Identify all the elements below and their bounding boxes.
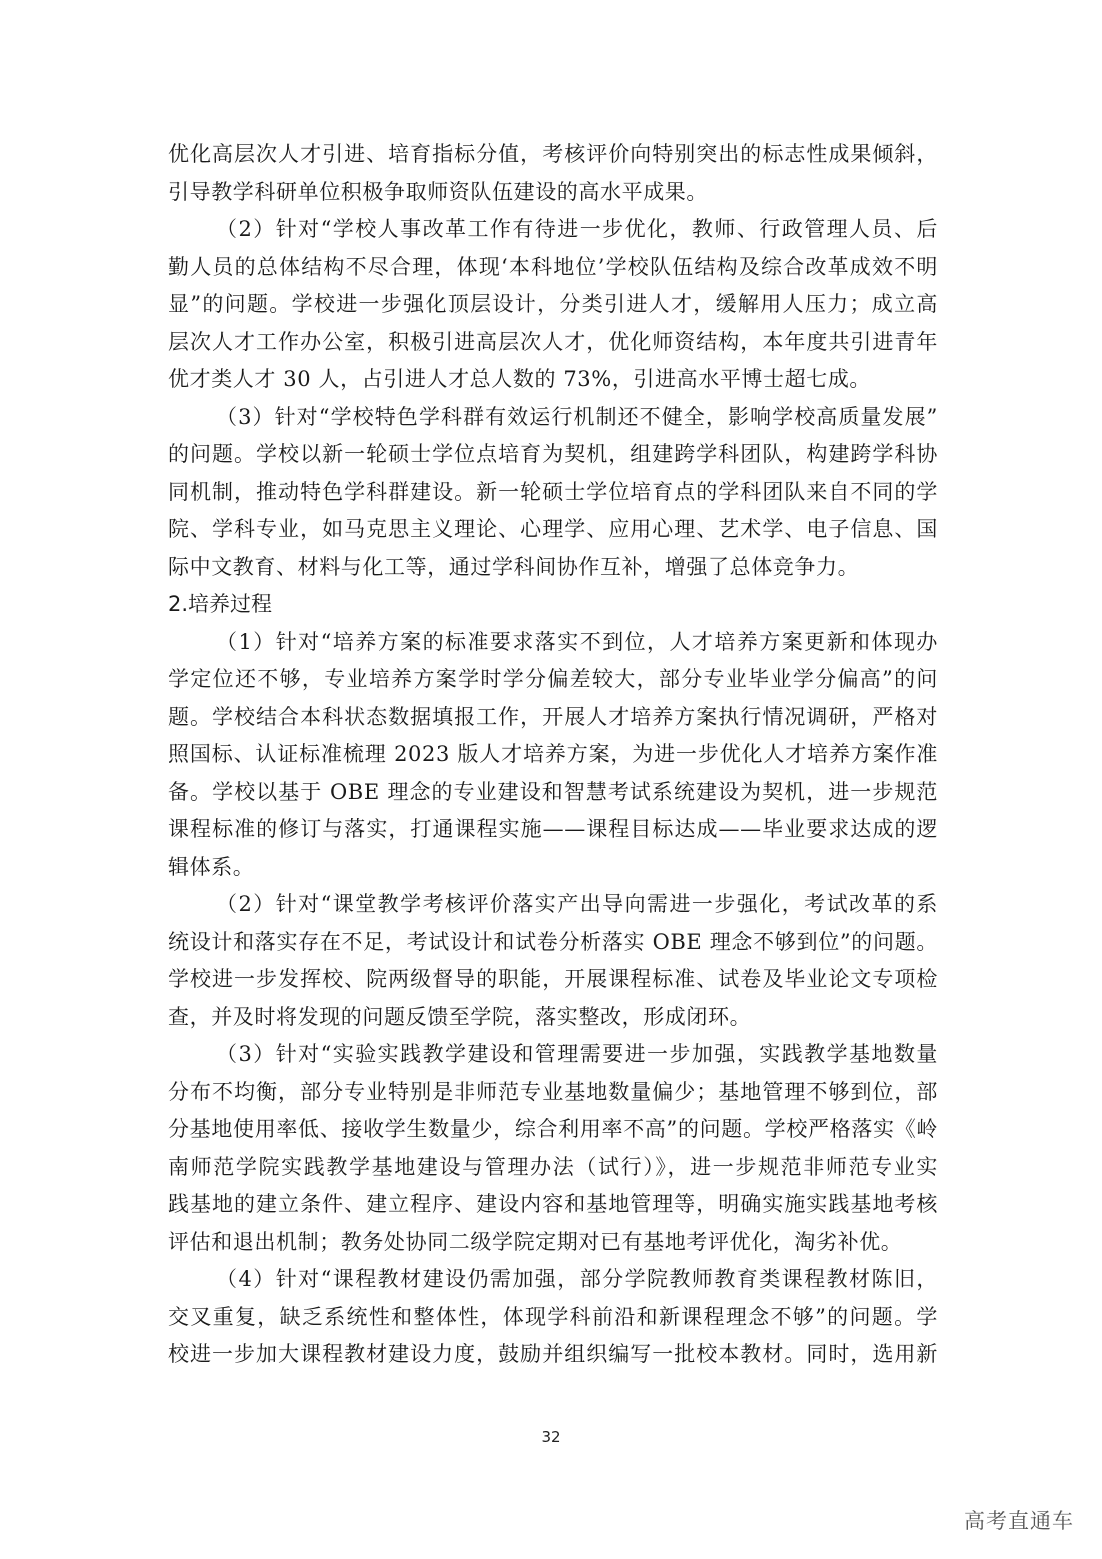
text-line: 践基地的建立条件、建立程序、建设内容和基地管理等，明确实施实践基地考核 [168,1192,938,1216]
text-line: 的问题。学校以新一轮硕士学位点培育为契机，组建跨学科团队，构建跨学科协 [168,442,938,466]
watermark-text: 高考直通车 [964,1509,1074,1533]
text-line: 显”的问题。学校进一步强化顶层设计，分类引进人才，缓解用人压力；成立高 [168,292,938,316]
text-line: （3）针对“学校特色学科群有效运行机制还不健全，影响学校高质量发展” [216,404,938,429]
text-line: （3）针对“实验实践教学建设和管理需要进一步加强，实践教学基地数量 [216,1042,938,1066]
text-line: 分布不均衡，部分专业特别是非师范专业基地数量偏少；基地管理不够到位，部 [168,1079,938,1104]
text-line: 同机制，推动特色学科群建设。新一轮硕士学位培育点的学科团队来自不同的学 [168,479,938,504]
document-body [168,136,938,1374]
text-line: （1）针对“培养方案的标准要求落实不到位，人才培养方案更新和体现办 [216,629,938,654]
text-line: 南师范学院实践教学基地建设与管理办法（试行）》，进一步规范非师范专业实 [168,1154,938,1179]
text-line: 勤人员的总体结构不尽合理，体现‘本科地位’学校队伍结构及综合改革成效不明 [168,254,938,279]
text-line: 课程标准的修订与落实，打通课程实施——课程目标达成——毕业要求达成的逻 [168,817,938,841]
section-heading: 2.培养过程 [168,592,273,616]
text-line: 际中文教育、材料与化工等，通过学科间协作互补，增强了总体竞争力。 [168,554,860,579]
text-line: 分基地使用率低、接收学生数量少，综合利用率不高”的问题。学校严格落实《岭 [168,1117,938,1141]
text-line: 学定位还不够，专业培养方案学时学分偏差较大，部分专业毕业学分偏高”的问 [168,667,938,691]
text-line: 题。学校结合本科状态数据填报工作，开展人才培养方案执行情况调研，严格对 [168,704,938,729]
text-line: （2）针对“学校人事改革工作有待进一步优化，教师、行政管理人员、后 [216,217,938,241]
text-line: 统设计和落实存在不足，考试设计和试卷分析落实 OBE 理念不够到位”的问题。 [168,929,938,954]
text-line: 学校进一步发挥校、院两级督导的职能，开展课程标准、试卷及毕业论文专项检 [168,967,938,991]
text-line: 优化高层次人才引进、培育指标分值，考核评价向特别突出的标志性成果倾斜， [168,142,938,166]
text-line: 评估和退出机制；教务处协同二级学院定期对已有基地考评优化，淘劣补优。 [168,1229,903,1254]
text-line: 照国标、认证标准梳理 2023 版人才培养方案，为进一步优化人才培养方案作准 [168,742,938,766]
text-line: 备。学校以基于 OBE 理念的专业建设和智慧考试系统建设为契机，进一步规范 [168,779,938,804]
text-line: （2）针对“课堂教学考核评价落实产出导向需进一步强化，考试改革的系 [216,892,938,916]
text-line: 引导教学科研单位积极争取师资队伍建设的高水平成果。 [168,179,708,204]
text-line: 院、学科专业，如马克思主义理论、心理学、应用心理、艺术学、电子信息、国 [168,517,938,541]
text-line: （4）针对“课程教材建设仍需加强，部分学院教师教育类课程教材陈旧， [216,1267,938,1291]
text-line: 校进一步加大课程教材建设力度，鼓励并组织编写一批校本教材。同时，选用新 [168,1342,938,1366]
text-line: 查，并及时将发现的问题反馈至学院，落实整改，形成闭环。 [168,1004,752,1029]
text-line: 优才类人才 30 人，占引进人才总人数的 73%，引进高水平博士超七成。 [168,367,872,391]
text-line: 层次人才工作办公室，积极引进高层次人才，优化师资结构，本年度共引进青年 [168,329,938,354]
text-line: 辑体系。 [168,854,255,879]
text-line: 交叉重复，缺乏系统性和整体性，体现学科前沿和新课程理念不够”的问题。学 [168,1304,938,1329]
page-number: 32 [541,1428,561,1446]
